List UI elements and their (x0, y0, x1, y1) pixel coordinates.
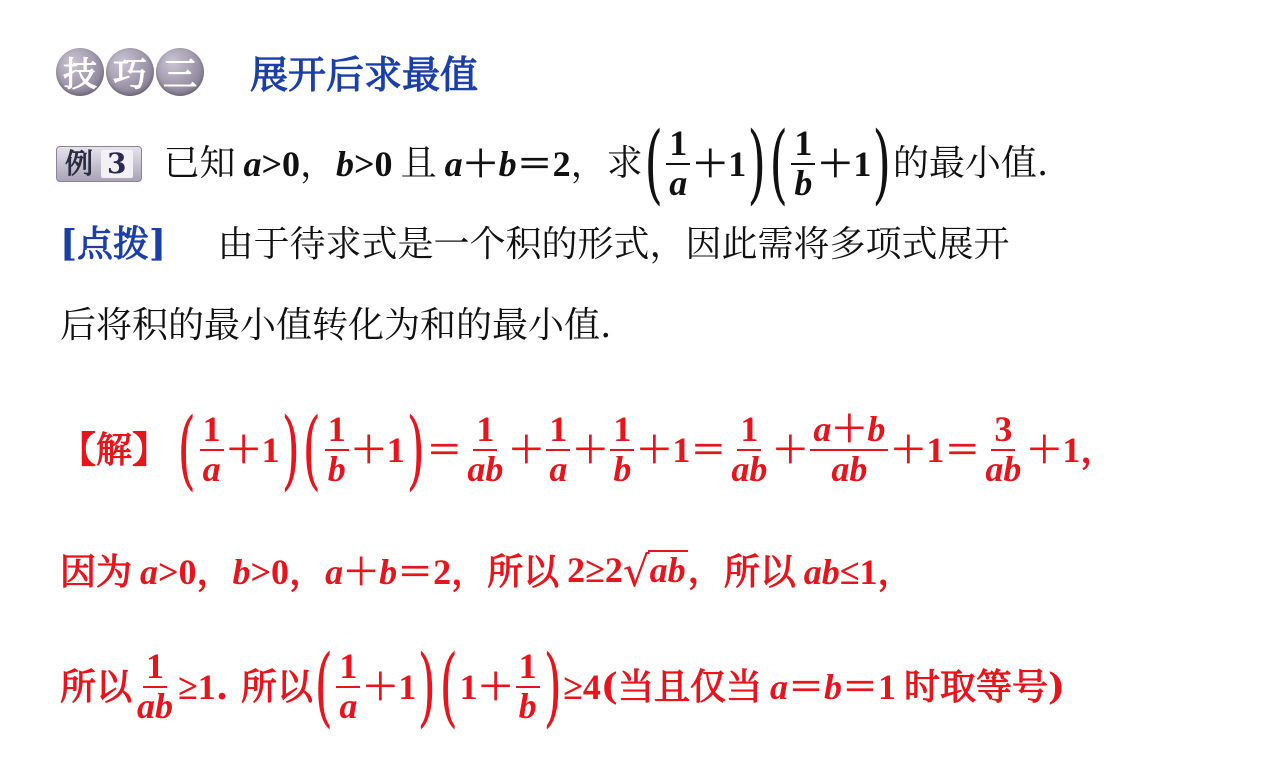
solution-so-4: . 所以 (215, 666, 313, 708)
example-ask: 求 (606, 143, 643, 184)
section-title: 展开后求最值 (250, 52, 479, 97)
example-cond-1: a>0，b>0 (243, 143, 393, 185)
example-suffix: 的最小值. (892, 143, 1049, 184)
hint-line-2 (60, 305, 612, 346)
solution-line-1 (60, 390, 1116, 510)
solution-ab-bound: ab≤1， (803, 551, 914, 592)
solution-equality-close: 时取等号) (903, 666, 1066, 708)
badge-qiao: 巧 (106, 48, 154, 96)
solution-frac-1-ab: $\frac{1}{ab}$ (137, 646, 174, 726)
solution-final-expression: ( $\frac{1}{a}$ ＋1 ) ( 1＋ $\frac{1}{b}$ ) ≥4 (314, 637, 601, 737)
solution-because: 因为 (60, 550, 133, 593)
hint-line-1 (60, 223, 1010, 265)
example-number: 3 (101, 150, 132, 178)
solution-conditions: a>0，b>0，a＋b＝2， (140, 550, 488, 593)
solution-line-3: 所以 $\frac{1}{ab}$ ≥1 . 所以 ( $\frac{1}{a}$ ＋1 ) ( 1＋ $\frac{1}{b}$ ) ≥4 (当且仅当 a＝b＝1 时取等号) (60, 637, 1066, 737)
hint-text-2: 后将积的最小值转化为和的最小值. (60, 305, 612, 346)
example-label-text: 例 (65, 147, 94, 180)
example-cond-2: a＋b＝2， (444, 143, 607, 185)
solution-so-3: 所以 (60, 666, 133, 708)
solution-equality-cond: a＝b＝1 (769, 667, 896, 707)
solution-expansion: ( $\frac{1}{a}$ ＋1 ) ( $\frac{1}{b}$ ＋1 ) ＝ $\frac{1}{ab}$ ＋ $\frac{1}{a}$ ＋ $\frac{1}{b}$ ＋1＝ $\frac{1}{ab}$ ＋ $\frac{a+b}{ab}$ ＋1＝ $\frac{3}{ab}$ ＋1， (177, 400, 1117, 500)
solution-label: 【解】 (60, 429, 169, 471)
section-header (56, 44, 478, 99)
example-expression: ( $\frac{1}{a}$ ＋1 ) ( $\frac{1}{b}$ ＋1 ) (644, 114, 892, 214)
solution-so-2: 所以 (723, 550, 796, 593)
example-label (56, 146, 142, 182)
solution-amgm: 2≥2√ab， (567, 547, 724, 596)
example-statement (56, 114, 1049, 214)
badge-ji: 技 (56, 48, 104, 96)
solution-line-2 (60, 547, 914, 596)
badge-san: 三 (156, 48, 204, 96)
example-prefix: 已知 (163, 143, 236, 184)
hint-text-1: 由于待求式是一个积的形式，因此需将多项式展开 (217, 224, 1010, 265)
solution-equality-open: (当且仅当 (600, 666, 762, 708)
example-and: 且 (400, 143, 437, 184)
solution-so-1: 所以 (487, 550, 560, 593)
hint-label: [点拨] (60, 223, 167, 265)
